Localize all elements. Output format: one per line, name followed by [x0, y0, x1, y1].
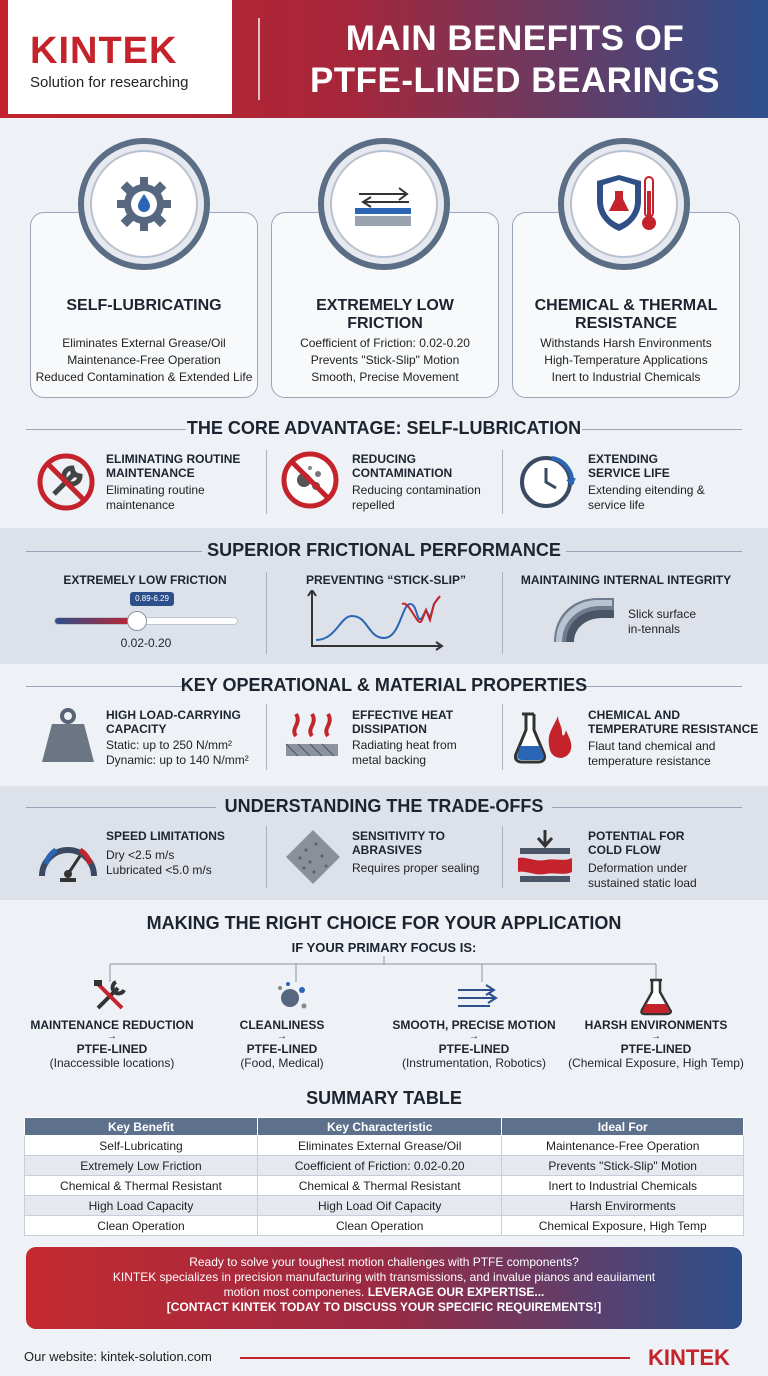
stick-slip-graph-icon: [306, 590, 446, 654]
abrasive-surface-icon: [282, 826, 344, 888]
page-title: [270, 18, 760, 102]
friction-slider-knob[interactable]: [127, 611, 147, 631]
section-title-friction: SUPERIOR FRICTIONAL PERFORMANCE: [207, 540, 561, 560]
table-cell: Clean Operation: [257, 1216, 501, 1236]
card-line: Prevents "Stick-Slip" Motion: [310, 353, 460, 367]
choice-harsh-environments: HARSH ENVIRONMENTS → PTFE-LINED (Chemical Exposure, High Temp): [560, 1018, 752, 1070]
section-title-core: THE CORE ADVANTAGE: SELF-LUBRICATION: [186, 418, 582, 438]
table-cell: Chemical & Thermal Resistant: [257, 1176, 501, 1196]
prop-item-text: Flaut tand chemical and temperature resistance: [588, 739, 716, 768]
table-header-row: [25, 1118, 744, 1136]
table-cell: Clean Operation: [25, 1216, 258, 1236]
speedometer-icon: [36, 828, 100, 884]
logo-accent: [0, 0, 8, 114]
card-line: Maintenance-Free Operation: [67, 353, 221, 367]
divider-line: [566, 551, 742, 552]
friction-slider-fill: [55, 618, 137, 624]
table-row: [25, 1176, 744, 1196]
card-line: Reduced Contamination & Extended Life: [35, 370, 253, 384]
table-cell: High Load Oif Capacity: [257, 1196, 501, 1216]
card-line: Inert to Industrial Chemicals: [551, 370, 701, 384]
divider-line: [26, 551, 202, 552]
bearing-liner-icon: [548, 592, 620, 648]
motion-arrows-icon: [456, 982, 500, 1012]
tradeoff-item-text: Requires proper sealing: [352, 861, 480, 875]
section-title-summary: SUMMARY TABLE: [306, 1088, 462, 1108]
clock-icon: [516, 450, 578, 512]
weight-icon: [38, 706, 98, 766]
table-row: [25, 1136, 744, 1156]
card-title-line-2: RESISTANCE: [575, 315, 677, 332]
card-line: Withstands Harsh Environments: [540, 336, 712, 350]
arrow-icon: →: [277, 1031, 287, 1042]
table-row: [25, 1156, 744, 1176]
card-line: Eliminates External Grease/Oil: [62, 336, 226, 350]
core-item-text: Extending eitending & service life: [588, 483, 705, 512]
no-contamination-icon: [280, 450, 340, 510]
column-divider: [266, 704, 267, 770]
column-divider: [502, 450, 503, 514]
col-head-low-friction: EXTREMELY LOW FRICTION: [63, 573, 227, 587]
table-cell: Coefficient of Friction: 0.02-0.20: [257, 1156, 501, 1176]
flask-flame-icon: [512, 706, 574, 766]
column-divider: [266, 572, 267, 654]
particles-icon: [274, 980, 310, 1014]
cta-line-2: KINTEK specializes in precision manufacturing with transmissions, and invalue pianos and eauiiament: [112, 1270, 656, 1284]
core-item-text: Eliminating routine maintenance: [106, 483, 205, 512]
header-divider: [258, 18, 260, 100]
gear-droplet-icon: [109, 169, 179, 239]
table-cell: Self-Lubricating: [25, 1136, 258, 1156]
core-item-title: EXTENDING SERVICE LIFE: [588, 452, 670, 480]
table-row: [25, 1216, 744, 1236]
slider-tag: 0.89-6.29: [130, 592, 174, 606]
core-item-text: Reducing contamination repelled: [352, 483, 481, 512]
table-row: [25, 1196, 744, 1216]
column-divider: [266, 450, 267, 514]
column-divider: [502, 572, 503, 654]
gear-droplet-badge: [78, 138, 210, 270]
arrow-icon: →: [651, 1031, 661, 1042]
call-to-action-banner[interactable]: [26, 1247, 742, 1329]
shield-thermometer-badge: [558, 138, 690, 270]
card-title: SELF-LUBRICATING: [66, 297, 222, 314]
tradeoff-item-title: SPEED LIMITATIONS: [106, 829, 225, 843]
column-divider: [266, 826, 267, 888]
cta-line-1: Ready to solve your toughest motion challenges with PTFE components?: [189, 1255, 579, 1269]
divider-line: [552, 807, 742, 808]
footer-divider: [240, 1357, 630, 1359]
card-line: Smooth, Precise Movement: [311, 370, 459, 384]
tradeoff-item-title: POTENTIAL FOR COLD FLOW: [588, 829, 685, 857]
footer-logo: KINTEK: [648, 1345, 730, 1370]
table-cell: Maintenance-Free Operation: [502, 1136, 744, 1156]
table-cell: Chemical Exposure, High Temp: [502, 1216, 744, 1236]
table-cell: Prevents "Stick-Slip" Motion: [502, 1156, 744, 1176]
friction-badge: [318, 138, 450, 270]
cta-line-3: motion most componenes. LEVERAGE OUR EXPERTISE...: [223, 1285, 545, 1299]
heat-dissipation-icon: [282, 706, 342, 766]
arrow-icon: →: [469, 1031, 479, 1042]
card-title-line-1: CHEMICAL & THERMAL: [534, 297, 718, 314]
card-line: Coefficient of Friction: 0.02-0.20: [300, 336, 470, 350]
table-cell: Harsh Envirorments: [502, 1196, 744, 1216]
choice-precise-motion: SMOOTH, PRECISE MOTION → PTFE-LINED (Instrumentation, Robotics): [378, 1018, 570, 1070]
choice-subtitle: IF YOUR PRIMARY FOCUS IS:: [291, 940, 477, 955]
tradeoff-item-text: Deformation under sustained static load: [588, 861, 697, 890]
divider-line: [26, 807, 216, 808]
table-cell: Extremely Low Friction: [25, 1156, 258, 1176]
column-divider: [502, 704, 503, 770]
arrow-icon: →: [107, 1031, 117, 1042]
summary-table: [24, 1117, 744, 1236]
kintek-logo[interactable]: KINTEK: [30, 30, 178, 72]
title-line-1: MAIN BENEFITS OF: [345, 19, 685, 58]
card-line: High-Temperature Applications: [544, 353, 708, 367]
section-title-choice: MAKING THE RIGHT CHOICE FOR YOUR APPLICATION: [146, 913, 622, 933]
choice-maintenance: MAINTENANCE REDUCTION → PTFE-LINED (Inaccessible locations): [16, 1018, 208, 1070]
title-line-2: PTFE-LINED BEARINGS: [309, 61, 721, 100]
prop-item-title: EFFECTIVE HEAT DISSIPATION: [352, 708, 454, 736]
tradeoff-item-text: Dry <2.5 m/s Lubricated <5.0 m/s: [106, 848, 212, 877]
no-wrench-icon: [36, 452, 96, 512]
table-header: Key Benefit: [25, 1118, 258, 1136]
prop-item-text: Radiating heat from metal backing: [352, 738, 457, 767]
table-cell: Inert to Industrial Chemicals: [502, 1176, 744, 1196]
col-head-integrity: MAINTAINING INTERNAL INTEGRITY: [520, 573, 732, 587]
flask-icon: [638, 976, 674, 1016]
card-title-line-2: FRICTION: [347, 315, 423, 332]
table-cell: High Load Capacity: [25, 1196, 258, 1216]
logo-tagline: Solution for researching: [30, 74, 189, 91]
shield-flask-icon: [587, 167, 661, 241]
table-cell: Chemical & Thermal Resistant: [25, 1176, 258, 1196]
website-link[interactable]: Our website: kintek-solution.com: [24, 1349, 212, 1364]
table-header: Key Characteristic: [257, 1118, 501, 1136]
cta-contact-link[interactable]: [CONTACT KINTEK TODAY TO DISCUSS YOUR SPECIFIC REQUIREMENTS!]: [166, 1300, 602, 1314]
table-header: Ideal For: [502, 1118, 744, 1136]
slider-value: 0.02-0.20: [120, 636, 172, 650]
core-item-title: REDUCING CONTAMINATION: [352, 452, 453, 480]
section-title-tradeoffs: UNDERSTANDING THE TRADE-OFFS: [224, 796, 544, 816]
column-divider: [502, 826, 503, 888]
core-item-title: ELIMINATING ROUTINE MAINTENANCE: [106, 452, 241, 480]
prop-item-title: HIGH LOAD-CARRYING CAPACITY: [106, 708, 241, 736]
friction-arrows-icon: [349, 174, 419, 234]
table-cell: Eliminates External Grease/Oil: [257, 1136, 501, 1156]
tradeoff-item-title: SENSITIVITY TO ABRASIVES: [352, 829, 445, 857]
prop-item-title: CHEMICAL AND TEMPERATURE RESISTANCE: [588, 708, 759, 736]
col-head-stick-slip: PREVENTING “STICK-SLIP”: [305, 573, 466, 587]
prop-item-text: Static: up to 250 N/mm² Dynamic: up to 140 N/mm²: [106, 738, 249, 767]
cold-flow-press-icon: [514, 828, 576, 884]
choice-cleanliness: CLEANLINESS → PTFE-LINED (Food, Medical): [186, 1018, 378, 1070]
card-title-line-1: EXTREMELY LOW: [316, 297, 454, 314]
tools-icon: [92, 978, 128, 1014]
section-title-properties: KEY OPERATIONAL & MATERIAL PROPERTIES: [180, 675, 588, 695]
integrity-text: Slick surface in-tennals: [628, 607, 697, 636]
